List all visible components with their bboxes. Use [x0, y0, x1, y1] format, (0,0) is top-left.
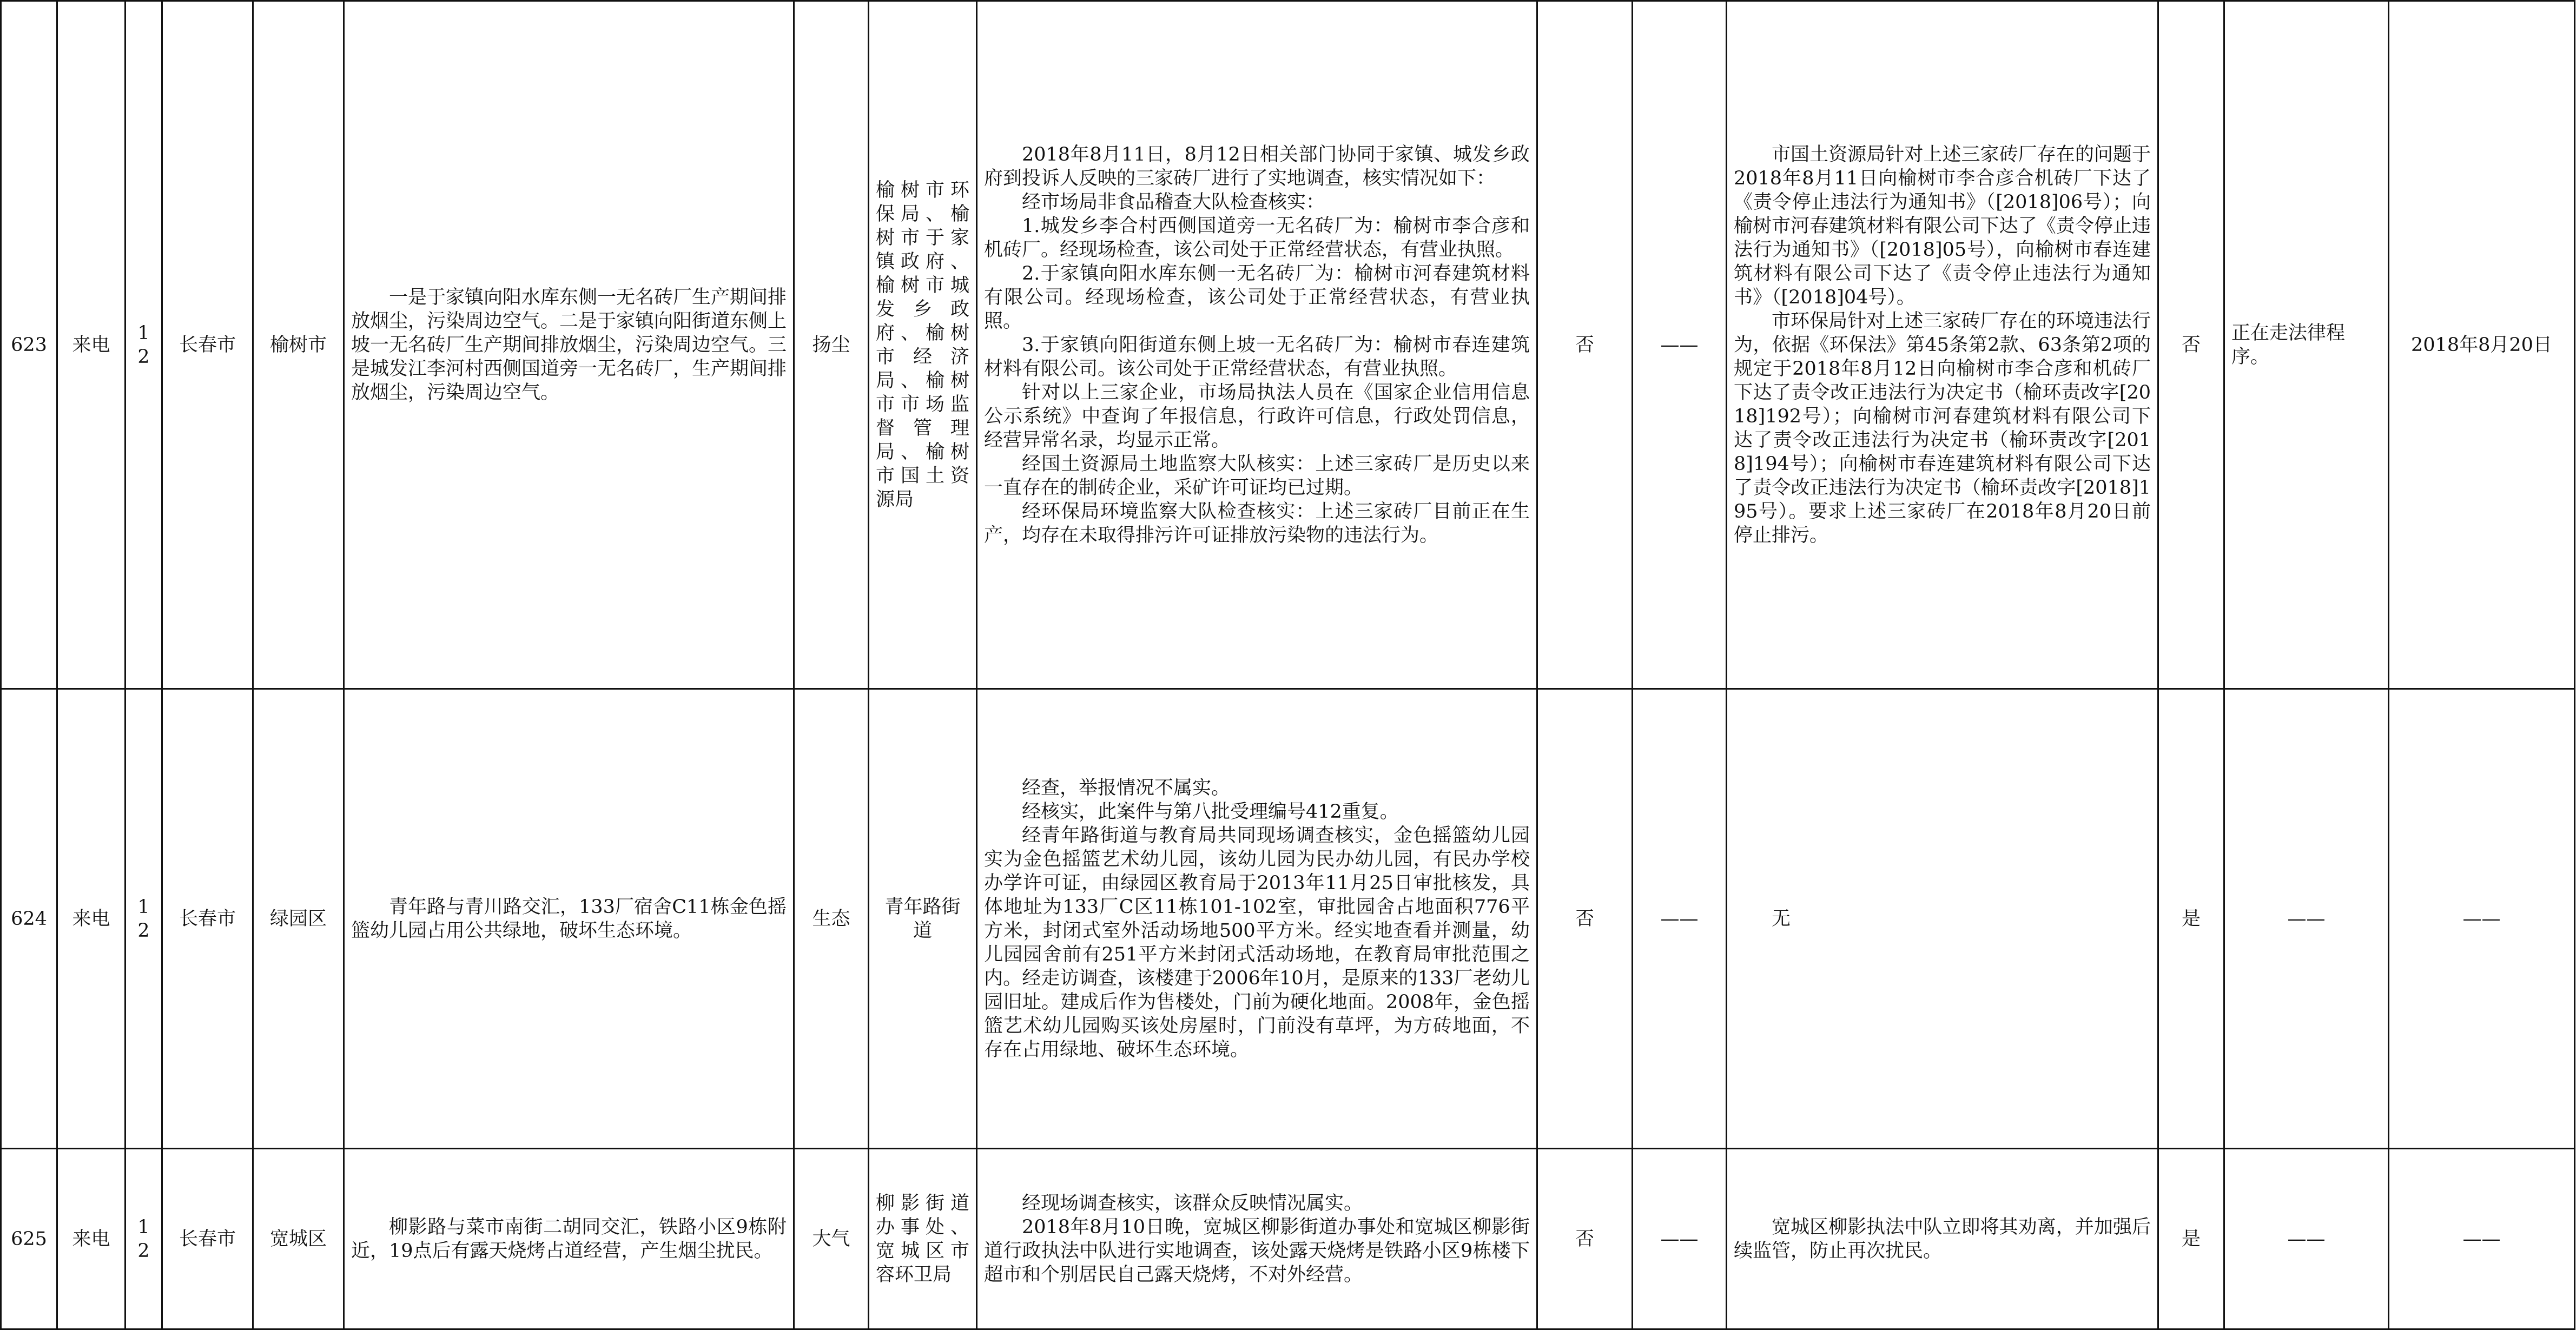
cell-district: 绿园区: [253, 689, 344, 1149]
cell-handling: [1727, 1149, 2158, 1329]
cell-city: 长春市: [162, 1, 253, 689]
table-row: [1, 1, 2575, 689]
cell-source: 来电: [57, 1, 126, 689]
finding-paragraph: 2018年8月10日晚，宽城区柳影街道办事处和宽城区柳影街道行政执法中队进行实地调查，该处露天烧烤是铁路小区9栋楼下超市和个别居民自己露天烧烤，不对外经营。: [984, 1216, 1530, 1286]
cell-responsible-dept: 青年路街道: [869, 689, 977, 1149]
cell-dash: ——: [1633, 1149, 1727, 1329]
cell-investigation: [977, 689, 1537, 1149]
cell-closed: 是: [2158, 689, 2224, 1149]
cell-dash: ——: [1633, 1, 1727, 689]
cell-date: ——: [2389, 1149, 2575, 1329]
finding-paragraph: 2018年8月11日，8月12日相关部门协同于家镇、城发乡政府到投诉人反映的三家砖厂进行了实地调查，核实情况如下：: [984, 143, 1530, 189]
cell-source: 来电: [57, 1149, 126, 1329]
cell-batch: 12: [126, 1, 162, 689]
cell-status: 正在走法律程序。: [2224, 1, 2389, 689]
cell-dash: ——: [1633, 689, 1727, 1149]
cell-batch: 12: [126, 689, 162, 1149]
complaint-text: 青年路与青川路交汇，133厂宿舍C11栋金色摇篮幼儿园占用公共绿地，破坏生态环境。: [351, 896, 787, 942]
finding-paragraph: 1.城发乡李合村西侧国道旁一无名砖厂为：榆树市李合彦和机砖厂。经现场检查，该公司处于正常经营状态，有营业执照。: [984, 215, 1530, 261]
cell-complaint-content: [344, 689, 794, 1149]
cell-number: 624: [1, 689, 57, 1149]
cell-is-true: 否: [1537, 1, 1633, 689]
finding-paragraph: 经市场局非食品稽查大队检查核实：: [1022, 191, 1325, 213]
cell-number: 625: [1, 1149, 57, 1329]
finding-paragraph: 经青年路街道与教育局共同现场调查核实，金色摇篮幼儿园实为金色摇篮艺术幼儿园，该幼儿园为民办幼儿园，有民办学校办学许可证，由绿园区教育局于2013年11月25日审批核发，具体地址为133厂C区11栋101-102室，审批园舍占地面积776平方米，封闭式室外活动场地500平方米。经实地查看并测量，幼儿园园舍前有251平方米封闭式活动场地，在教育局审批范围之内。经走访调查，该楼建于2006年10月，是原来的133厂老幼儿园旧址。建成后作为售楼处，门前为硬化地面。2008年，金色摇篮艺术幼儿园购买该处房屋时，门前没有草坪，为方砖地面，不存在占用绿地、破坏生态环境。: [984, 824, 1530, 1061]
cell-district: 榆树市: [253, 1, 344, 689]
finding-paragraph: 经核实，此案件与第八批受理编号412重复。: [1022, 800, 1399, 823]
cell-source: 来电: [57, 689, 126, 1149]
finding-paragraph: 经国土资源局土地监察大队核实：上述三家砖厂是历史以来一直存在的制砖企业，采矿许可证均已过期。: [984, 453, 1530, 499]
handling-paragraph: 市环保局针对上述三家砖厂存在的环境违法行为，依据《环保法》第45条第2款、63条第2项的规定于2018年8月12日向榆树市李合彦和机砖厂下达了责令改正违法行为决定书（榆环责改字[2018]192号）；向榆树市河春建筑材料有限公司下达了责令改正违法行为决定书（榆环责改字[2018]194号）；向榆树市春连建筑材料有限公司下达了责令改正违法行为决定书（榆环责改字[2018]195号）。要求上述三家砖厂在2018年8月20日前停止排污。: [1734, 310, 2151, 546]
cell-district: 宽城区: [253, 1149, 344, 1329]
complaint-text: 一是于家镇向阳水库东侧一无名砖厂生产期间排放烟尘，污染周边空气。二是于家镇向阳街道东侧上坡一无名砖厂生产期间排放烟尘，污染周边空气。三是城发江李河村西侧国道旁一无名砖厂，生产期间排放烟尘，污染周边空气。: [351, 286, 787, 403]
cell-investigation: [977, 1, 1537, 689]
handling-paragraph: 无: [1772, 908, 1791, 930]
cell-handling: [1727, 689, 2158, 1149]
handling-paragraph: 宽城区柳影执法中队立即将其劝离，并加强后续监管，防止再次扰民。: [1734, 1216, 2151, 1262]
handling-paragraph: 市国土资源局针对上述三家砖厂存在的问题于2018年8月11日向榆树市李合彦合机砖厂下达了《责令停止违法行为通知书》（[2018]06号）；向榆树市河春建筑材料有限公司下达了《责令停止违法行为通知书》（[2018]05号），向榆树市春连建筑材料有限公司下达了《责令停止违法行为通知书》（[2018]04号）。: [1734, 143, 2151, 308]
cell-date: ——: [2389, 689, 2575, 1149]
cell-investigation: [977, 1149, 1537, 1329]
cell-complaint-content: [344, 1, 794, 689]
finding-paragraph: 3.于家镇向阳街道东侧上坡一无名砖厂为：榆树市春连建筑材料有限公司。该公司处于正常经营状态，有营业执照。: [984, 334, 1530, 380]
finding-paragraph: 2.于家镇向阳水库东侧一无名砖厂为：榆树市河春建筑材料有限公司。经现场检查，该公司处于正常经营状态，有营业执照。: [984, 262, 1530, 332]
cell-batch: 12: [126, 1149, 162, 1329]
cell-date: 2018年8月20日: [2389, 1, 2575, 689]
cell-handling: [1727, 1, 2158, 689]
cell-closed: 否: [2158, 1, 2224, 689]
finding-paragraph: 经查，举报情况不属实。: [1022, 777, 1231, 799]
cell-responsible-dept: 榆树市环保局、榆树市于家镇政府、榆树市城发乡政府、榆树市经济局、榆树市市场监督管理局、榆树市国土资源局: [869, 1, 977, 689]
finding-paragraph: 经现场调查核实，该群众反映情况属实。: [1022, 1192, 1363, 1214]
cell-is-true: 否: [1537, 1149, 1633, 1329]
cell-status: ——: [2224, 1149, 2389, 1329]
cell-number: 623: [1, 1, 57, 689]
cell-is-true: 否: [1537, 689, 1633, 1149]
cell-closed: 是: [2158, 1149, 2224, 1329]
cell-city: 长春市: [162, 1149, 253, 1329]
cell-pollution-type: 大气: [794, 1149, 869, 1329]
cell-pollution-type: 扬尘: [794, 1, 869, 689]
complaint-text: 柳影路与菜市南街二胡同交汇，铁路小区9栋附近，19点后有露天烧烤占道经营，产生烟尘扰民。: [351, 1216, 787, 1262]
cell-complaint-content: [344, 1149, 794, 1329]
cell-pollution-type: 生态: [794, 689, 869, 1149]
cell-status: ——: [2224, 689, 2389, 1149]
table-row: [1, 689, 2575, 1149]
finding-paragraph: 经环保局环境监察大队检查核实：上述三家砖厂目前正在生产，均存在未取得排污许可证排放污染物的违法行为。: [984, 500, 1530, 546]
finding-paragraph: 针对以上三家企业，市场局执法人员在《国家企业信用信息公示系统》中查询了年报信息，行政许可信息，行政处罚信息，经营异常名录，均显示正常。: [984, 381, 1530, 451]
table-row: [1, 1149, 2575, 1329]
cell-responsible-dept: 柳影街道办事处、宽城区市容环卫局: [869, 1149, 977, 1329]
cell-city: 长春市: [162, 689, 253, 1149]
